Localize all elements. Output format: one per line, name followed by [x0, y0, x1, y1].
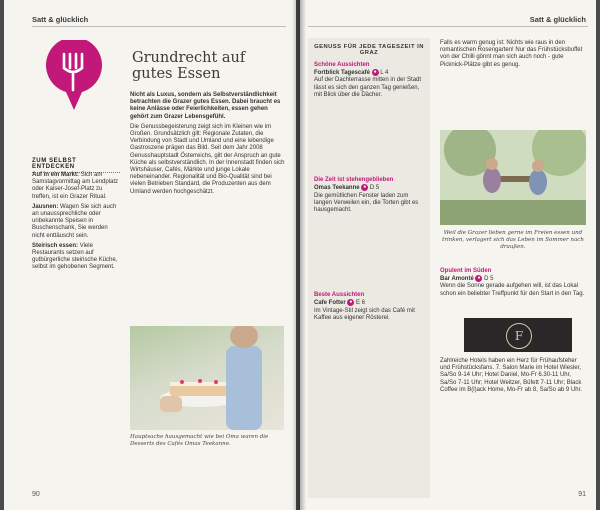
dessert-photo [130, 326, 284, 430]
left-section-head: Satt & glücklich [32, 15, 89, 24]
sidebar-item: Auf in ein Markt: Sich am Samstagvormittag am Lendplatz oder Kaiser-Josef-Platz zu treffen, ist ein Grazer Ritual. [32, 172, 119, 200]
cafe-sign-photo [464, 318, 572, 352]
opulent-name: Bar Amonté [440, 276, 474, 283]
cafe-logo: F [506, 323, 532, 349]
map-pin-icon: ● [349, 299, 353, 306]
article-text: Die Genussbegeisterung zeigt sich im Kleinen wie im Großen. Grundsätzlich gilt: Regionale Zutaten, die Verbindung von Stadt und Umland und eine lebendige Gastroszene prägen das Bild. Seit dem Jahr 2008 Genusshauptstadt Österreichs, gilt der Anspruch an gute Küche als selbstverständlich. In der Innenstadt finden sich Wirtshäuser, Cafés, Märkte und junge Lokale nebeneinander. Regionalität und Bio-Qualität sind bei vielen Betrieben Standard, die Produzenten aus dem Umland werden hochgeschätzt. [130, 123, 285, 195]
sidebar-title: ZUM SELBST ENTDECKEN [32, 158, 120, 173]
right-page [300, 0, 596, 510]
right-section-head: Satt & glücklich [529, 15, 586, 24]
right-column-text: Falls es warm genug ist: Nichts wie raus in den romantischen Rosengarten! Nur das Frühstücksbuffet von der Chilli gönnt man sich auch noch - gute Picknick-Plätze gibt es genug. [440, 40, 583, 68]
opulent-heading: Opulent im Süden [440, 268, 492, 274]
sidebar-list [32, 172, 122, 275]
dessert-photo-caption: Hauptsache hausgemacht wie bei Oma waren die Desserts des Cafés Omas Teekanne. [130, 434, 269, 447]
info-box-content [314, 58, 424, 325]
article-title: Grundrecht auf gutes Essen [132, 50, 246, 82]
hotel-listing: Zahlreiche Hotels haben ein Herz für Frühaufsteher und Frühstücksfans. 7. Salon Marie im Hotel Wiesler, Sa/So 9-14 Uhr; Hotel Daniel, Mo-Fr 6.30-11 Uhr, Sa/So 7-11 Uhr; Hotel Weitzer, Büfett 7-11 Uhr; Black Coffee im B(l)ack Home, Mo-Fr ab 8, Sa/So ab 9 Uhr. [440, 358, 582, 393]
left-header-rule [32, 26, 286, 27]
opulent-section [440, 264, 586, 301]
article-body [130, 92, 288, 199]
map-pin-icon: ● [373, 69, 377, 76]
right-header-rule [308, 26, 588, 27]
map-pin-icon: ● [363, 184, 367, 191]
garden-photo [440, 130, 586, 225]
sidebar-item: Steirisch essen: Viele Restaurants setzen auf gutbürgerliche steirische Küche, selbst im gehobenen Segment. [32, 242, 118, 271]
book-gutter [292, 0, 306, 510]
map-pin-icon: ● [477, 275, 481, 282]
info-box-section: Die Zeit ist stehengeblieben Omas Teekanne ● D 5 Die gemütlichen Fenster laden zum langen Verweilen ein, die Torten gibt es hausgemacht. [314, 177, 419, 213]
article-intro: Nicht als Luxus, sondern als Selbstverständlichkeit betrachten die Grazer gutes Essen. Dabei braucht es keine Anlässe oder Feierlichkeiten, essen gehen gehört zum Grazer Lebensgefühl. [130, 92, 281, 120]
opulent-pin: D 5 [484, 276, 494, 283]
sidebar-item: Jausnen: Wagen Sie sich auch an unaussprechliche oder unbekannte Speisen in Buschenschank, Sie werden nicht enttäuscht sein. [32, 203, 117, 239]
left-page [4, 0, 296, 510]
opulent-text: Wenn die Sonne gerade aufgehen will, ist das Lokal schon ein beliebter Treffpunkt für den Start in den Tag. [440, 283, 585, 297]
garden-photo-caption: Weil die Grazer lieben gerne im Freien essen und trinken, verlagert sich das Leben im Sommer nach draußen. [442, 230, 584, 250]
info-box-title: GENUSS FÜR JEDE TAGESZEIT IN GRAZ [314, 44, 424, 56]
fork-icon [44, 40, 104, 112]
info-box-section: Schöne Aussichten Fortblick Tagescafé ● L 4 Auf der Dachterrasse mitten in der Stadt lässt es sich den ganzen Tag genießen, mit Blick über die Dächer. [314, 62, 422, 98]
right-page-number: 91 [578, 491, 586, 498]
left-page-number: 90 [32, 491, 40, 498]
info-box-section: Beste Aussichten Cafe Fotter ● E 6 Im Vintage-Stil zeigt sich das Café mit Kaffee aus eigener Rösterei. [314, 292, 415, 321]
